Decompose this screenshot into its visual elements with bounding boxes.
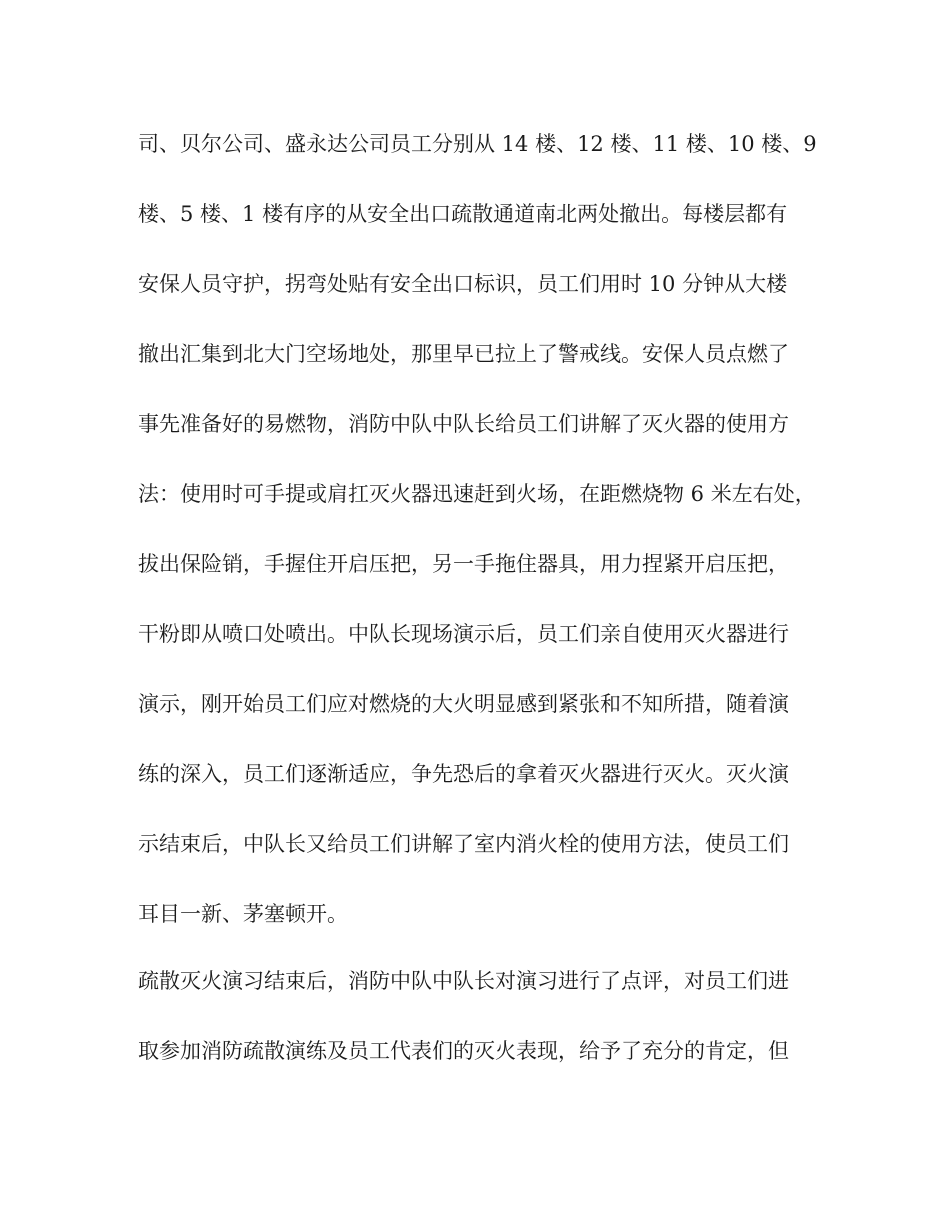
text-line-7: 拔出保险销，手握住开启压把，另一手拖住器具，用力捏紧开启压把， bbox=[138, 552, 789, 576]
text-line-10: 练的深入，员工们逐渐适应，争先恐后的拿着灭火器进行灭火。灭火演 bbox=[138, 762, 789, 786]
text-line-2: 楼、5 楼、1 楼有序的从安全出口疏散通道南北两处撤出。每楼层都有 bbox=[138, 202, 788, 226]
text-line-13: 疏散灭火演习结束后，消防中队中队长对演习进行了点评，对员工们进 bbox=[138, 969, 789, 993]
text-line-5: 事先准备好的易燃物，消防中队中队长给员工们讲解了灭火器的使用方 bbox=[138, 412, 789, 436]
text-line-14: 取参加消防疏散演练及员工代表们的灭火表现，给予了充分的肯定，但 bbox=[138, 1039, 789, 1063]
text-line-6: 法：使用时可手提或肩扛灭火器迅速赶到火场，在距燃烧物 6 米左右处， bbox=[138, 482, 816, 506]
text-line-9: 演示，刚开始员工们应对燃烧的大火明显感到紧张和不知所措，随着演 bbox=[138, 692, 789, 716]
text-line-11: 示结束后，中队长又给员工们讲解了室内消火栓的使用方法，使员工们 bbox=[138, 832, 789, 856]
text-line-12: 耳目一新、茅塞顿开。 bbox=[138, 902, 348, 926]
text-line-3: 安保人员守护，拐弯处贴有安全出口标识，员工们用时 10 分钟从大楼 bbox=[138, 272, 788, 296]
text-line-8: 干粉即从喷口处喷出。中队长现场演示后，员工们亲自使用灭火器进行 bbox=[138, 622, 789, 646]
text-line-4: 撤出汇集到北大门空场地处，那里早已拉上了警戒线。安保人员点燃了 bbox=[138, 342, 789, 366]
text-line-1: 司、贝尔公司、盛永达公司员工分别从 14 楼、12 楼、11 楼、10 楼、9 bbox=[138, 132, 817, 156]
